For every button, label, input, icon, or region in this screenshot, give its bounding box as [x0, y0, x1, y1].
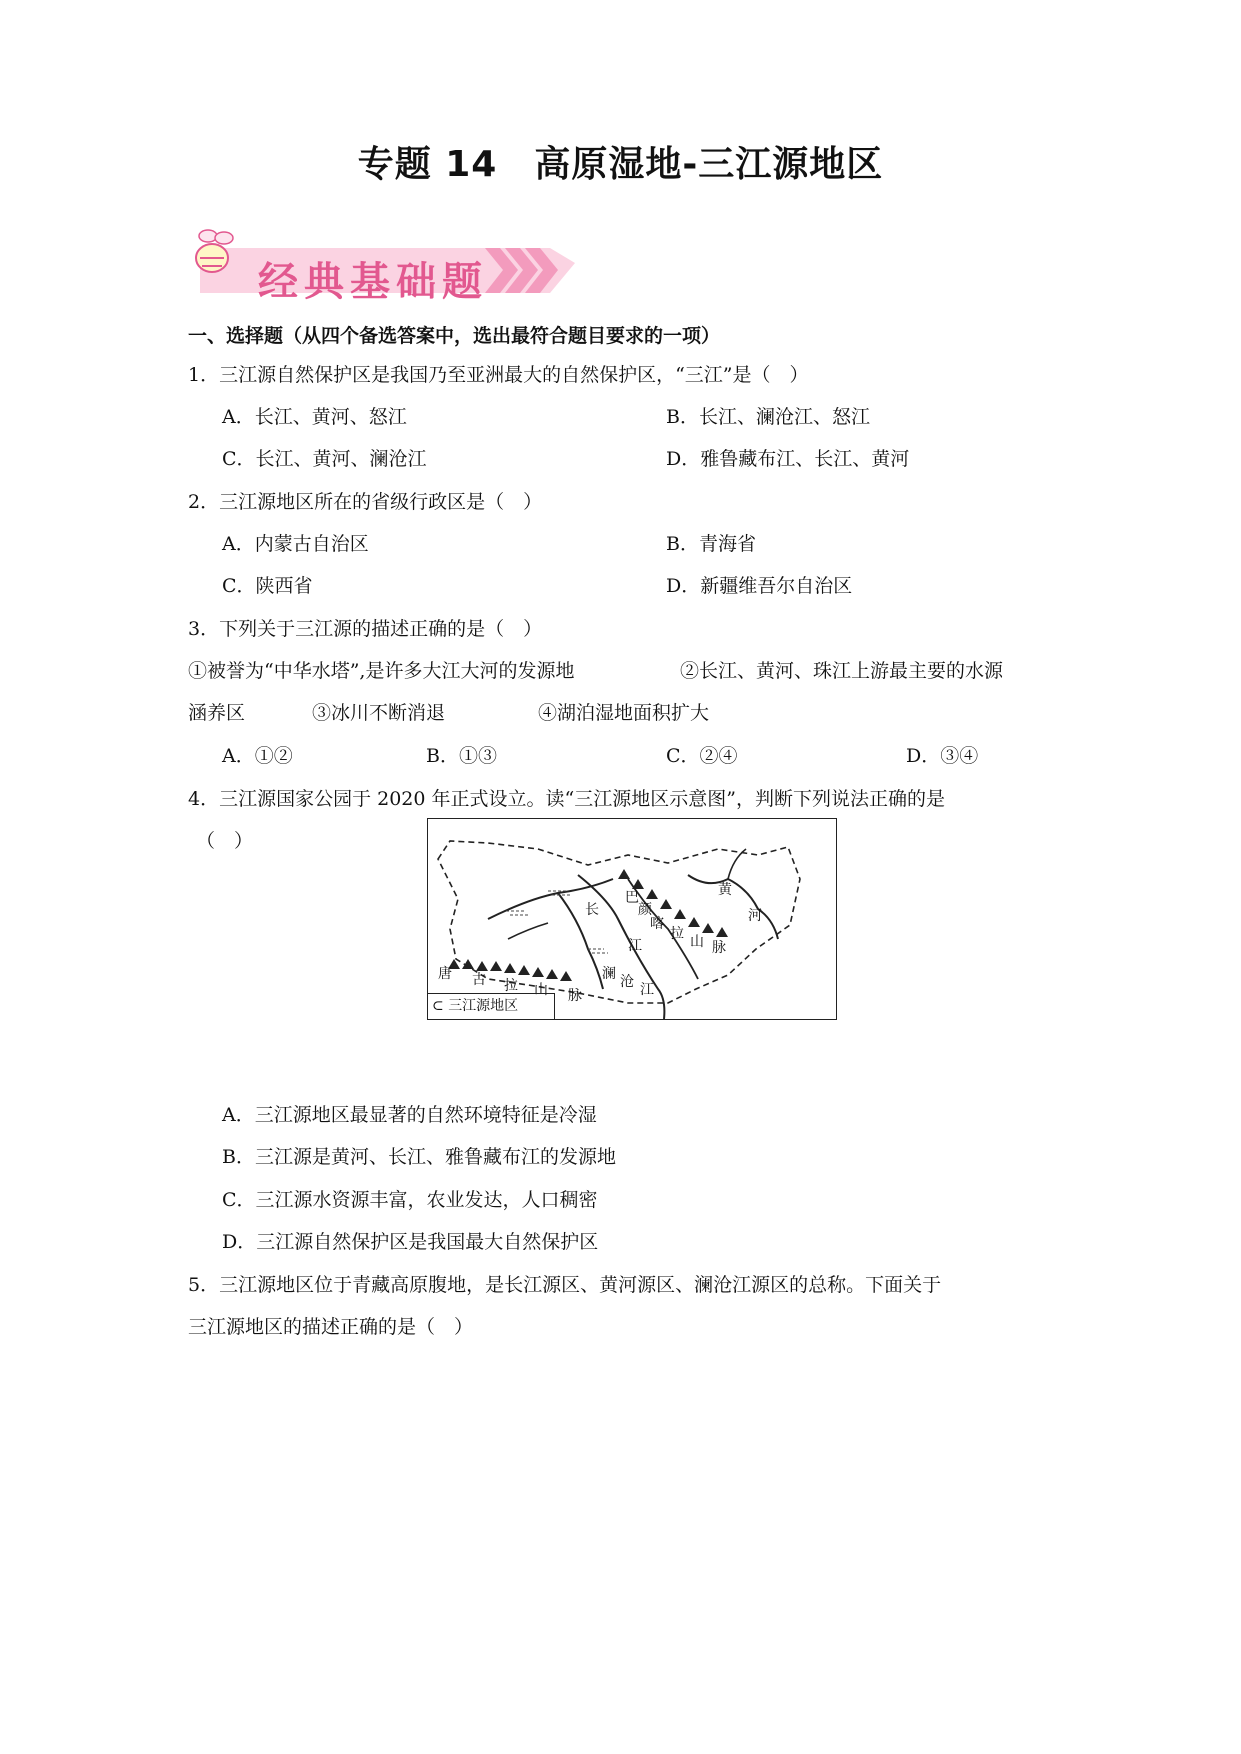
- map-label: 巴: [625, 890, 639, 906]
- map-label: 河: [748, 908, 762, 924]
- q4-option-b: B．三江源是黄河、长江、雅鲁藏布江的发源地: [222, 1146, 616, 1168]
- map-label: 长: [585, 902, 599, 918]
- q4-option-c: C．三江源水资源丰富，农业发达，人口稠密: [222, 1189, 598, 1211]
- q1-option-d: D．雅鲁藏布江、长江、黄河: [666, 448, 910, 470]
- q2-option-b: B．青海省: [666, 533, 756, 555]
- section-heading: 一、选择题（从四个备选答案中，选出最符合题目要求的一项）: [188, 325, 721, 347]
- q3-statement-2-cont: 涵养区: [188, 702, 246, 724]
- banner-title: 经典基础题: [258, 259, 488, 305]
- map-legend: [428, 993, 555, 1019]
- map-label: 山: [534, 982, 548, 998]
- map-label: 脉: [712, 940, 726, 956]
- q4-stem: 4．三江源国家公园于 2020 年正式设立。读“三江源地区示意图”，判断下列说法正确的是: [188, 788, 945, 810]
- page-title: 专题 14 高原湿地-三江源地区: [357, 144, 884, 185]
- q2-option-c: C．陕西省: [222, 575, 313, 597]
- q3-statement-2: ②长江、黄河、珠江上游最主要的水源: [680, 660, 1004, 682]
- q5-stem-line1: 5．三江源地区位于青藏高原腹地，是长江源区、黄河源区、澜沧江源区的总称。下面关于: [188, 1274, 942, 1296]
- legend-label: 三江源地区: [448, 998, 519, 1014]
- q3-statement-4: ④湖泊湿地面积扩大: [538, 702, 710, 724]
- q3-option-a: A．①②: [222, 745, 293, 767]
- map-label: 江: [640, 982, 654, 998]
- q1-option-b: B．长江、澜沧江、怒江: [666, 406, 870, 428]
- q3-statement-3: ③冰川不断消退: [312, 702, 446, 724]
- map-label: 澜: [602, 966, 616, 982]
- legend-dashed-icon: ⊂: [432, 998, 444, 1014]
- q1-option-c: C．长江、黄河、澜沧江: [222, 448, 427, 470]
- q1-stem: 1．三江源自然保护区是我国乃至亚洲最大的自然保护区，“三江”是（ ）: [188, 364, 809, 386]
- q2-stem: 2．三江源地区所在的省级行政区是（ ）: [188, 491, 543, 513]
- map-label: 唐: [438, 966, 452, 982]
- map-label: 黄: [718, 882, 732, 898]
- map-label: 拉: [504, 978, 518, 994]
- map-label: 沧: [620, 974, 634, 990]
- q3-statement-1: ①被誉为“中华水塔”,是许多大江大河的发源地: [188, 660, 575, 682]
- map-label: 喀: [650, 916, 664, 932]
- sanjiangyuan-map: [427, 818, 837, 1020]
- map-label: 脉: [568, 988, 582, 1004]
- q3-option-c: C．②④: [666, 745, 738, 767]
- q4-option-d: D．三江源自然保护区是我国最大自然保护区: [222, 1231, 599, 1253]
- map-label: 山: [690, 934, 704, 950]
- q3-stem: 3．下列关于三江源的描述正确的是（ ）: [188, 618, 543, 640]
- q2-option-d: D．新疆维吾尔自治区: [666, 575, 853, 597]
- map-label: 古: [472, 972, 486, 988]
- q5-stem-line2: 三江源地区的描述正确的是（ ）: [188, 1316, 474, 1338]
- q4-answer-paren: （ ）: [196, 830, 254, 852]
- q3-option-b: B．①③: [426, 745, 497, 767]
- q4-option-a: A．三江源地区最显著的自然环境特征是冷湿: [222, 1104, 597, 1126]
- map-label: 江: [628, 938, 642, 954]
- q2-option-a: A．内蒙古自治区: [222, 533, 369, 555]
- q3-option-d: D．③④: [906, 745, 979, 767]
- q1-option-a: A．长江、黄河、怒江: [222, 406, 407, 428]
- map-label: 颜: [638, 902, 652, 918]
- map-label: 拉: [670, 926, 684, 942]
